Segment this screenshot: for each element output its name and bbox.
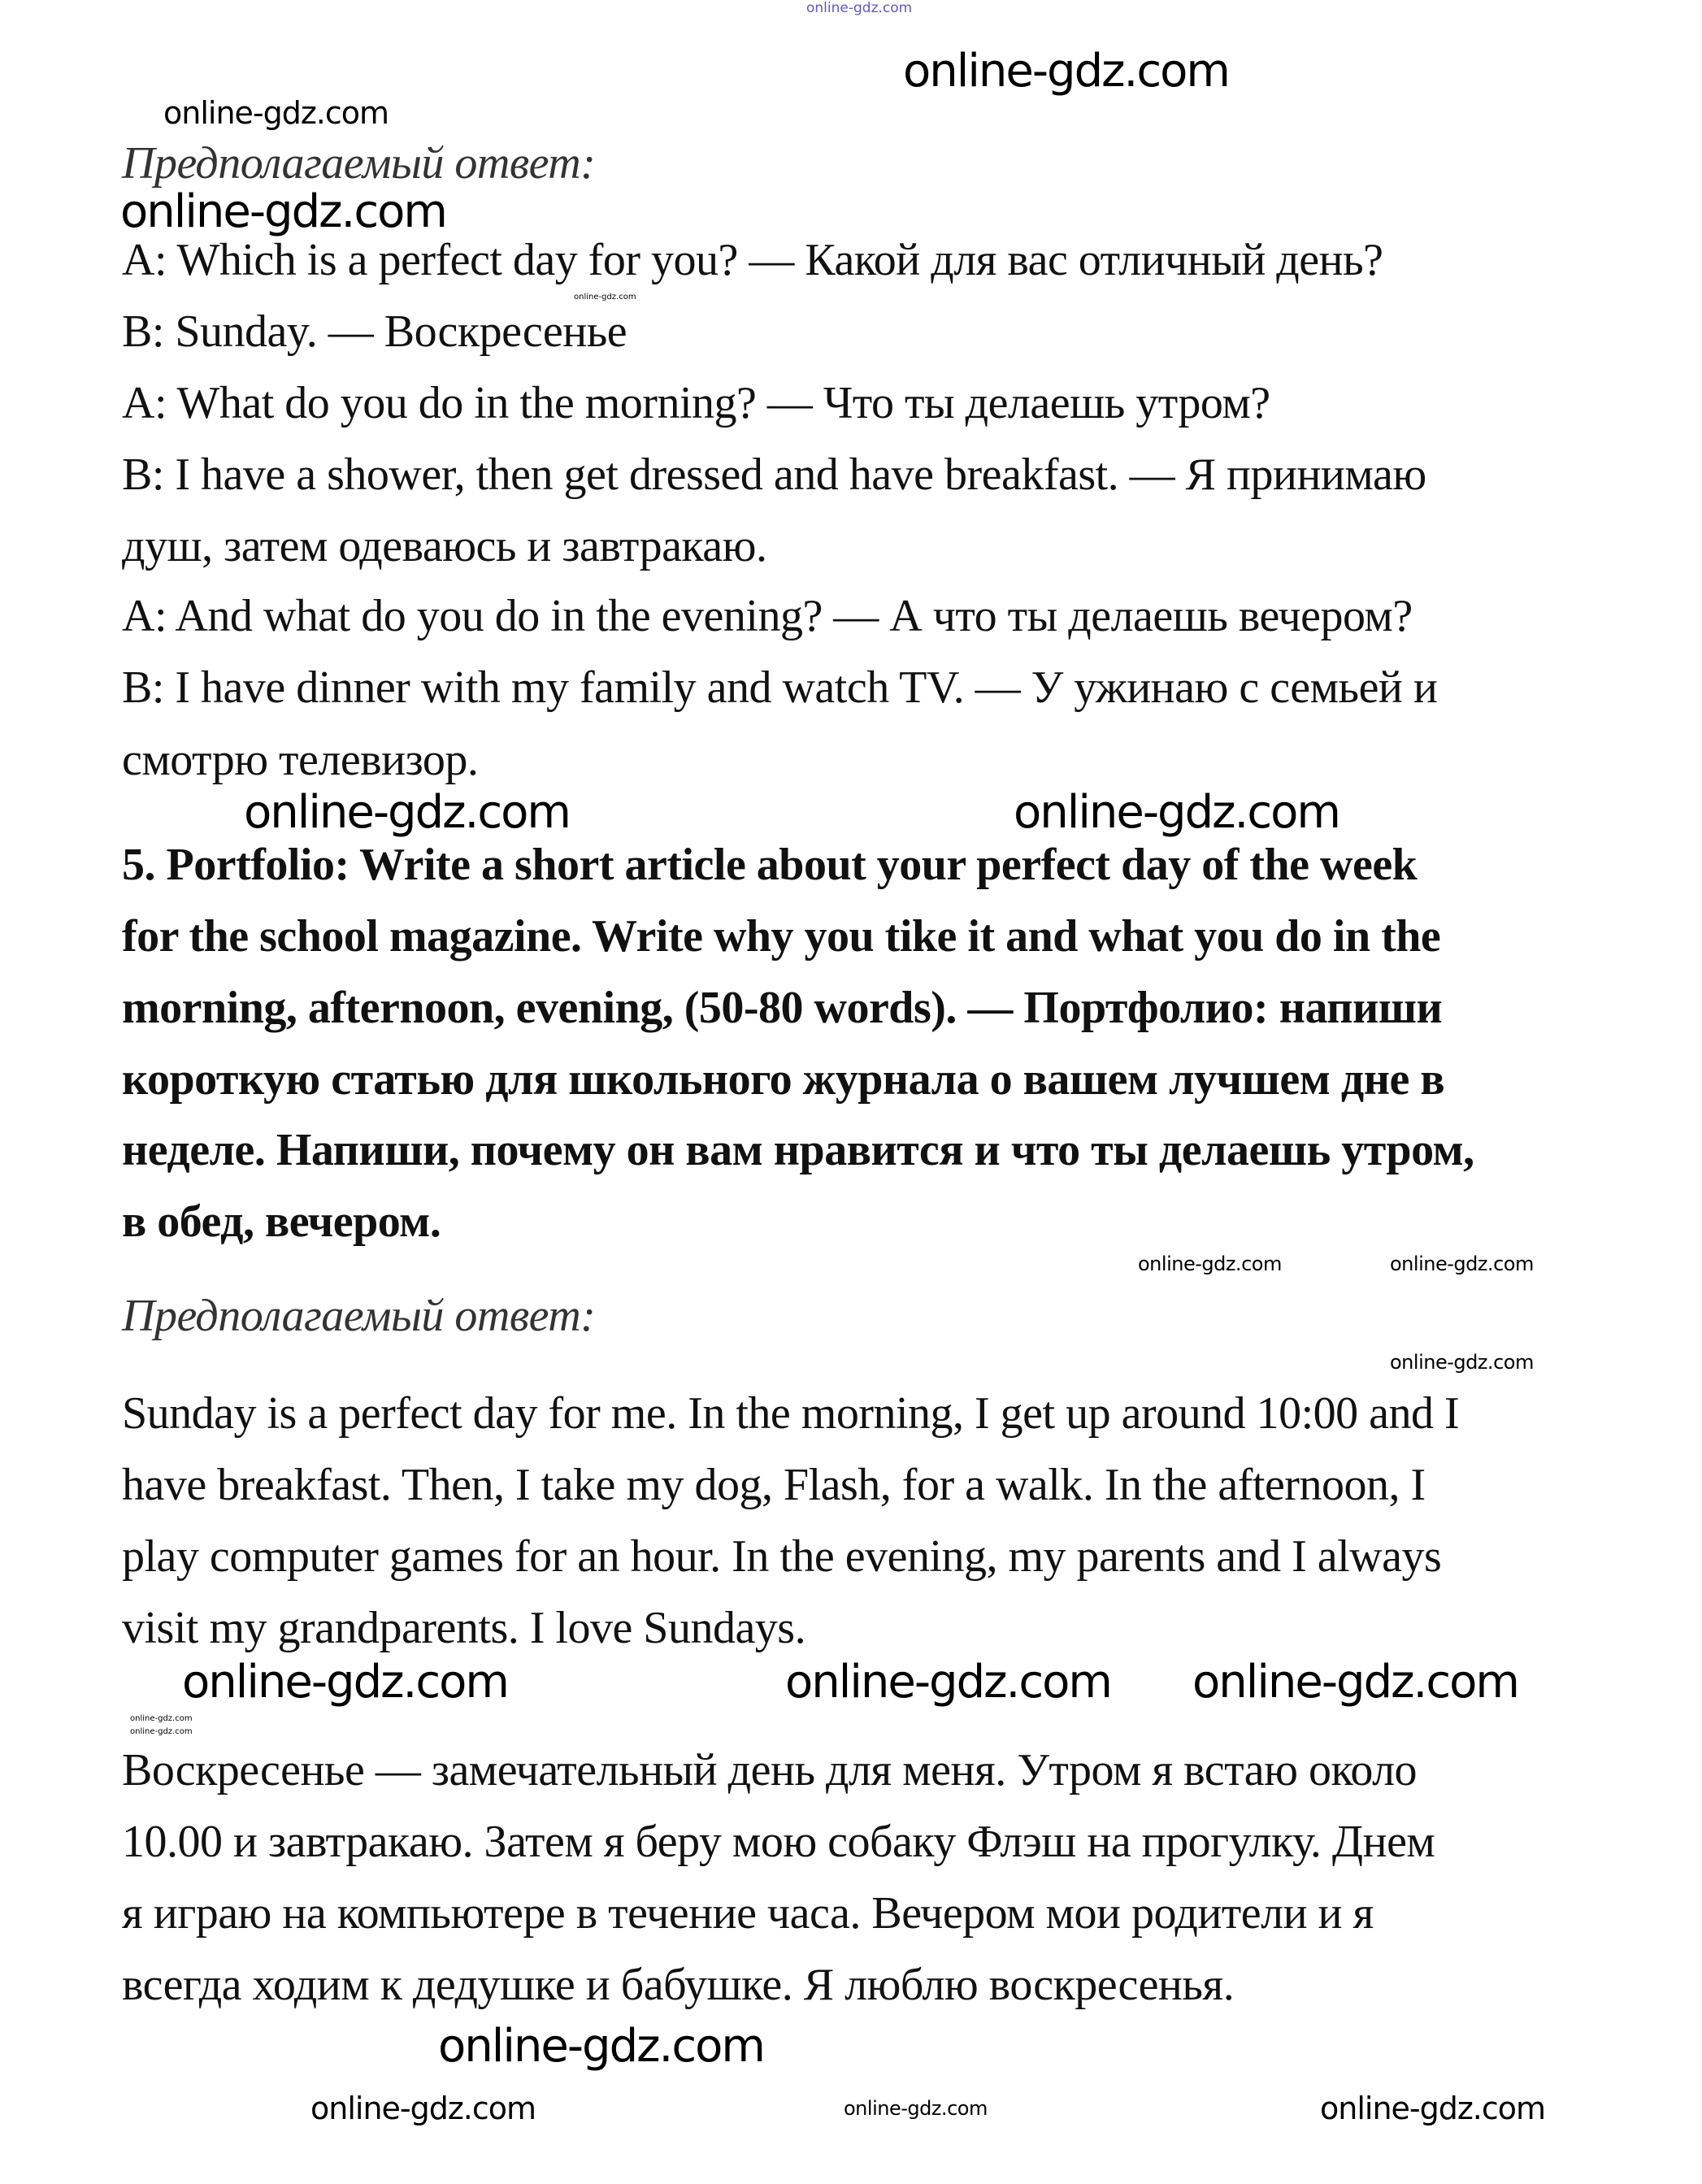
task-heading-line: for the school magazine. Write why you tike it and what you do in the	[122, 911, 1441, 962]
answer-english-line: have breakfast. Then, I take my dog, Flash, for a walk. In the afternoon, I	[122, 1460, 1426, 1510]
dialogue-line: B: Sunday. — Воскресенье	[122, 306, 627, 357]
answer-russian-line: Воскресенье — замечательный день для меня. Утром я встаю около	[122, 1745, 1418, 1795]
watermark: online-gdz.com	[130, 1714, 193, 1723]
answer-english-line: visit my grandparents. I love Sundays.	[122, 1603, 806, 1653]
answer-label: Предполагаемый ответ:	[122, 1291, 596, 1341]
task-heading-line: в обед, вечером.	[122, 1196, 441, 1247]
watermark: online-gdz.com	[1014, 786, 1339, 839]
answer-russian-line: всегда ходим к дедушке и бабушке. Я люблю воскресенья.	[122, 1960, 1235, 2010]
watermark: online-gdz.com	[844, 2097, 988, 2120]
watermark: online-gdz.com	[1390, 1253, 1534, 1275]
answer-english-line: Sunday is a perfect day for me. In the morning, I get up around 10:00 and I	[122, 1388, 1460, 1439]
task-heading-line: morning, afternoon, evening, (50-80 words). — Портфолио: напиши	[122, 983, 1443, 1033]
watermark: online-gdz.com	[1192, 1656, 1518, 1709]
watermark: online-gdz.com	[120, 185, 446, 238]
watermark: online-gdz.com	[1138, 1253, 1282, 1275]
dialogue-line: A: And what do you do in the evening? — А что ты делаешь вечером?	[122, 591, 1413, 641]
watermark: online-gdz.com	[130, 1727, 193, 1736]
watermark: online-gdz.com	[438, 2020, 764, 2073]
answer-english-line: play computer games for an hour. In the evening, my parents and I always	[122, 1531, 1442, 1582]
watermark: online-gdz.com	[310, 2091, 536, 2126]
dialogue-line: A: What do you do in the morning? — Что ты делаешь утром?	[122, 378, 1270, 428]
answer-russian-line: я играю на компьютере в течение часа. Вечером мои родители и я	[122, 1888, 1374, 1939]
task-heading-line: неделе. Напиши, почему он вам нравится и что ты делаешь утром,	[122, 1125, 1474, 1175]
dialogue-line: смотрю телевизор.	[122, 735, 479, 785]
answer-russian-line: 10.00 и завтракаю. Затем я беру мою собаку Флэш на прогулку. Днем	[122, 1817, 1435, 1867]
watermark: online-gdz.com	[785, 1656, 1111, 1709]
dialogue-line: A: Which is a perfect day for you? — Какой для вас отличный день?	[122, 235, 1383, 285]
dialogue-line: B: I have dinner with my family and watch TV. — У ужинаю с семьей и	[122, 662, 1438, 713]
watermark: online-gdz.com	[1390, 1351, 1534, 1374]
watermark: online-gdz.com	[903, 45, 1229, 98]
watermark: online-gdz.com	[806, 0, 913, 16]
watermark: online-gdz.com	[574, 293, 636, 302]
watermark: online-gdz.com	[163, 95, 389, 131]
dialogue-line: B: I have a shower, then get dressed and have breakfast. — Я принимаю	[122, 449, 1426, 500]
watermark: online-gdz.com	[244, 786, 570, 839]
watermark: online-gdz.com	[182, 1656, 508, 1709]
answer-label: Предполагаемый ответ:	[122, 138, 596, 189]
task-heading-line: 5. Portfolio: Write a short article about your perfect day of the week	[122, 840, 1418, 890]
dialogue-line: душ, затем одеваюсь и завтракаю.	[122, 521, 767, 571]
watermark: online-gdz.com	[1320, 2091, 1546, 2126]
task-heading-line: короткую статью для школьного журнала о вашем лучшем дне в	[122, 1054, 1445, 1105]
